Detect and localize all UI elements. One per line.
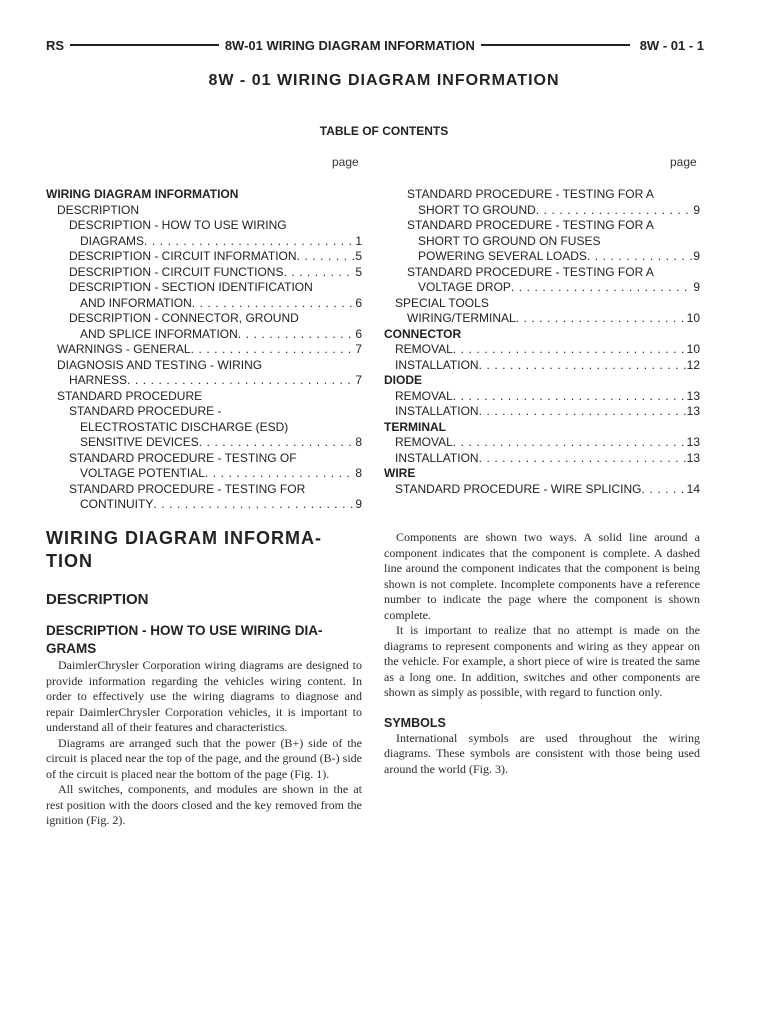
toc-entry [46, 203, 362, 219]
toc-entry [384, 373, 700, 389]
toc-leader-dots [205, 466, 355, 482]
toc-entry [384, 482, 700, 498]
toc-entry [46, 466, 362, 482]
toc-entry [46, 497, 362, 513]
toc-entry [384, 389, 700, 405]
toc-page-number: 1 [355, 233, 362, 248]
subsection-heading: DESCRIPTION [46, 591, 149, 608]
toc-entry-text: CONNECTOR [384, 326, 462, 341]
toc-entry-text: STANDARD PROCEDURE - TESTING FOR A [407, 218, 654, 232]
toc-page-number: 13 [686, 450, 700, 465]
toc-entry-text: SHORT TO GROUND [418, 202, 536, 217]
running-header [46, 36, 704, 54]
toc-page-number: 13 [686, 435, 700, 449]
toc-page-number: 8 [355, 435, 362, 449]
toc-page-number: 12 [686, 357, 700, 372]
toc-entry [46, 218, 362, 234]
header-center: 8W-01 WIRING DIAGRAM INFORMATION [224, 37, 475, 53]
document-title: 8W - 01 WIRING DIAGRAM INFORMATION [208, 72, 560, 89]
toc-leader-dots [153, 497, 355, 513]
toc-entry [384, 234, 700, 250]
toc-entry-text: STANDARD PROCEDURE - TESTING OF [69, 450, 297, 465]
toc-page-number: 13 [686, 388, 700, 403]
toc-entry [384, 466, 700, 482]
toc-entry-text: AND SPLICE INFORMATION [80, 326, 238, 341]
header-left: RS [46, 37, 65, 53]
toc-entry-text: DESCRIPTION - SECTION IDENTIFICATION [69, 280, 313, 294]
toc-entry [46, 451, 362, 467]
toc-entry-text: DESCRIPTION - HOW TO USE WIRING [69, 218, 287, 232]
toc-entry-text: STANDARD PROCEDURE - [69, 404, 222, 418]
toc-entry [46, 420, 362, 436]
toc-page-number: 9 [355, 497, 362, 511]
body-column-right [384, 530, 700, 777]
paragraph: Components are shown two ways. A solid line around a component indicates that the component is complete. A dashed line around the component indicates that the component is being shown is not complete. Incomplete components have a reference number to indicate the page where the component is shown complete. [384, 530, 700, 622]
toc-page-number: 5 [355, 249, 362, 263]
toc-entry [384, 327, 700, 343]
toc-entry [46, 482, 362, 498]
toc-entry-text: DESCRIPTION [57, 202, 140, 217]
paragraph: All switches, components, and modules are shown in the at rest position with the doors closed and the key removed from the ignition (Fig. 2). [46, 782, 362, 827]
header-right: 8W - 01 - 1 [639, 37, 704, 53]
paragraph: International symbols are used throughout the wiring diagrams. These symbols are consistent with those being used around the world (Fig. 3). [384, 730, 700, 776]
toc-entry-text: DESCRIPTION - CIRCUIT FUNCTIONS [69, 264, 284, 279]
toc-column-right [384, 187, 700, 497]
toc-page-label-right: page [670, 155, 697, 169]
toc-entry [46, 358, 362, 374]
toc-leader-dots [511, 280, 693, 296]
toc-leader-dots [453, 389, 687, 405]
toc-entry-text: DIODE [384, 373, 423, 387]
toc-entry [46, 280, 362, 296]
toc-entry-text: STANDARD PROCEDURE - WIRE SPLICING [395, 481, 642, 496]
toc-entry-text: WARNINGS - GENERAL [57, 342, 191, 356]
toc-entry [46, 311, 362, 327]
toc-leader-dots [283, 265, 355, 281]
toc-leader-dots [144, 234, 355, 250]
toc-leader-dots [238, 327, 356, 343]
toc-entry-text: STANDARD PROCEDURE - TESTING FOR A [407, 264, 654, 279]
toc-entry-text: STANDARD PROCEDURE - TESTING FOR A [407, 187, 654, 201]
toc-entry [46, 234, 362, 250]
section-heading: WIRING DIAGRAM INFORMA-TION [46, 528, 322, 571]
toc-entry-text: VOLTAGE POTENTIAL [80, 466, 205, 480]
toc-entry [384, 203, 700, 219]
toc-entry [46, 389, 362, 405]
toc-column-left [46, 187, 362, 513]
toc-entry-text: REMOVAL [395, 435, 453, 449]
toc-entry [384, 358, 700, 374]
toc-page-number: 9 [693, 249, 700, 263]
toc-leader-dots [192, 296, 356, 312]
toc-entry-text: CONTINUITY [80, 497, 154, 511]
toc-entry [384, 265, 700, 281]
toc-entry [46, 342, 362, 358]
toc-leader-dots [199, 435, 356, 451]
toc-leader-dots [587, 249, 693, 265]
toc-page-number: 7 [355, 373, 362, 387]
paragraph: It is important to realize that no attempt is made on the diagrams to represent components and wiring as they appear on the vehicle. For example, a short piece of wire is treated the same as a long one. In addition, switches and other components are shown as simply as possible, with regard to function only. [384, 623, 700, 699]
toc-entry-text: WIRING/TERMINAL [407, 311, 516, 325]
toc-entry-text: STANDARD PROCEDURE - TESTING FOR [69, 481, 306, 496]
toc-entry-text: HARNESS [69, 373, 128, 387]
toc-page-number: 9 [693, 280, 700, 294]
toc-entry-text: DIAGNOSIS AND TESTING - WIRING [57, 357, 263, 372]
toc-entry [384, 420, 700, 436]
toc-entry [384, 280, 700, 296]
toc-leader-dots [479, 358, 687, 374]
toc-page-number: 14 [686, 481, 700, 496]
paragraph: DaimlerChrysler Corporation wiring diagrams are designed to provide information regarding the vehicles wiring content. In order to effectively use the wiring diagrams to diagnose and repair DaimlerChrysler Corporation vehicles, it is important to understand all of their features and characteristics. [46, 658, 362, 734]
toc-entry [384, 404, 700, 420]
toc-entry-text: STANDARD PROCEDURE [57, 388, 203, 403]
toc-entry-text: DIAGRAMS [80, 233, 145, 248]
toc-entry-text: SPECIAL TOOLS [395, 295, 489, 310]
toc-entry-text: DESCRIPTION - CIRCUIT INFORMATION [69, 249, 297, 263]
toc-entry [46, 435, 362, 451]
toc-entry [46, 373, 362, 389]
header-rule-right [481, 44, 630, 46]
toc-entry [384, 451, 700, 467]
toc-entry [384, 249, 700, 265]
toc-entry-text: POWERING SEVERAL LOADS [418, 249, 587, 263]
toc-entry-text: VOLTAGE DROP [418, 280, 511, 294]
toc-entry-text: WIRE [384, 466, 416, 480]
toc-entry [46, 404, 362, 420]
toc-entry-text: INSTALLATION [395, 404, 479, 418]
toc-leader-dots [127, 373, 355, 389]
toc-entry [46, 187, 362, 203]
toc-entry [46, 296, 362, 312]
toc-entry-text: SENSITIVE DEVICES [80, 435, 199, 449]
toc-entry [384, 435, 700, 451]
toc-leader-dots [453, 435, 687, 451]
toc-entry-text: ELECTROSTATIC DISCHARGE (ESD) [80, 419, 289, 434]
toc-page-label-left: page [332, 155, 359, 169]
toc-entry-text: INSTALLATION [395, 357, 479, 372]
toc-entry [384, 187, 700, 203]
toc-entry-text: WIRING DIAGRAM INFORMATION [46, 187, 239, 201]
toc-leader-dots [536, 203, 694, 219]
toc-page-number: 13 [686, 404, 700, 418]
toc-page-number: 6 [355, 295, 362, 310]
header-rule-left [70, 44, 219, 46]
toc-entry-text: REMOVAL [395, 342, 453, 356]
toc-leader-dots [641, 482, 686, 498]
paragraph: Diagrams are arranged such that the power (B+) side of the circuit is placed near the top of the page, and the ground (B-) side of the circuit is placed near the bottom of the page (Fig. 1). [46, 735, 362, 781]
toc-entry [46, 265, 362, 281]
toc-page-number: 5 [355, 264, 362, 279]
toc-entry [384, 296, 700, 312]
toc-leader-dots [453, 342, 687, 358]
sub-subsection-heading: DESCRIPTION - HOW TO USE WIRING DIA-GRAMS [46, 623, 323, 656]
toc-entry [384, 342, 700, 358]
toc-entry-text: TERMINAL [384, 419, 446, 434]
toc-leader-dots [479, 451, 687, 467]
toc-leader-dots [297, 249, 356, 265]
symbols-heading: SYMBOLS [384, 715, 446, 730]
toc-entry-text: AND INFORMATION [80, 295, 192, 310]
toc-page-number: 10 [686, 342, 700, 356]
toc-page-number: 7 [355, 342, 362, 356]
toc-page-number: 10 [686, 311, 700, 325]
toc-entry [46, 249, 362, 265]
toc-page-number: 6 [355, 326, 362, 341]
toc-entry-text: REMOVAL [395, 388, 453, 403]
toc-leader-dots [479, 404, 687, 420]
toc-page-number: 8 [355, 466, 362, 480]
toc-entry-text: SHORT TO GROUND ON FUSES [418, 233, 601, 248]
toc-entry [384, 311, 700, 327]
toc-heading: TABLE OF CONTENTS [319, 124, 449, 138]
toc-leader-dots [191, 342, 356, 358]
body-column-left [46, 527, 362, 829]
toc-entry [384, 218, 700, 234]
toc-leader-dots [516, 311, 687, 327]
toc-entry-text: INSTALLATION [395, 450, 479, 465]
toc-entry-text: DESCRIPTION - CONNECTOR, GROUND [69, 311, 299, 325]
toc-entry [46, 327, 362, 343]
toc-page-number: 9 [693, 202, 700, 217]
